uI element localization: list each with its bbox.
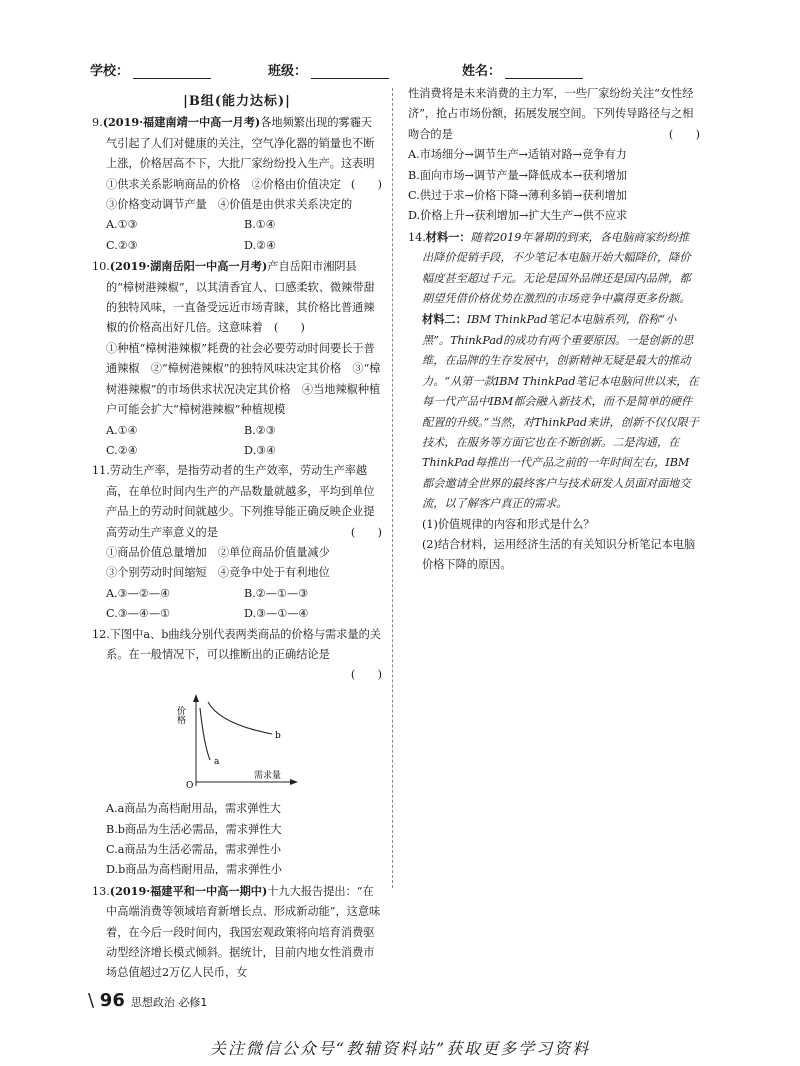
material-1-label: 材料一： <box>425 229 471 244</box>
q9-text: 各地频繁出现的雾霾天气引起了人们对健康的关注，空气净化器的销量也不断上涨，价格居高不下，大批厂家纷纷投入生产。这表明 <box>106 116 375 171</box>
book-title: 思想政治 必修1 <box>130 996 208 1009</box>
question-10 <box>92 256 382 461</box>
q10-text: 产自岳阳市湘阴县的“樟树港辣椒”，以其清香宜人、口感柔软、微辣带甜的独特风味，一直备受远近市场青睐，其价格比普通辣椒的价格高出好几倍。这意味着 ( ) <box>106 260 375 335</box>
q9-option-a[interactable]: A.①③ <box>106 218 138 232</box>
q11-option-a[interactable]: A.③—②—④ <box>106 586 171 600</box>
curve-a-label: a <box>214 756 220 767</box>
x-axis-arrow <box>290 779 298 785</box>
material-1-text: 随着2019年暑期的到来，各电脑商家纷纷推出降价促销手段，不少笔记本电脑开始大幅降价，降价幅度甚至超过千元。无论是国外品牌还是国内品牌，都期望凭借价格优势在激烈的市场竞争中赢得更多份额。 <box>422 230 691 306</box>
school-label: 学校： <box>90 64 130 79</box>
price-demand-graph <box>175 690 300 791</box>
material-2-text: IBM ThinkPad笔记本电脑系列，俗称“小黑”。ThinkPad的成功有两个重要原因。一是创新的思维，在品牌的生存发展中，创新精神无疑是最大的推动力。“从第一款IBM ThinkPad笔记本电脑问世以来，在每一代产品中IBM都会融入新技术，而不是简单的硬件配置的升级。”当然，对ThinkPad来讲，创新不仅仅限于技术，在服务等方面它也在不断创新。二是沟通，在ThinkPad每推出一代产品之前的一年时间左右，IBM都会邀请全世界的最终客户与技术研发人员面对面地交流，以了解客户真正的需求。 <box>422 313 699 511</box>
q9-option-b[interactable]: B.①④ <box>244 218 276 232</box>
x-axis-label: 需求量 <box>254 770 282 781</box>
q9-option-d[interactable]: D.②④ <box>244 238 277 252</box>
q11-option-c[interactable]: C.③—④—① <box>106 607 171 621</box>
q10-option-c[interactable]: C.②④ <box>106 443 138 457</box>
q12-option-b[interactable]: B.b商品为生活必需品，需求弹性大 <box>106 822 282 836</box>
q9-source: (2019·福建南靖一中高一月考) <box>102 115 261 130</box>
q12-option-a[interactable]: A.a商品为高档耐用品，需求弹性大 <box>106 802 281 816</box>
question-12 <box>92 625 382 881</box>
q13-option-b[interactable]: B.面向市场→调节产量→降低成本→获利增加 <box>408 168 627 182</box>
q12-option-c[interactable]: C.a商品为生活必需品，需求弹性小 <box>106 843 282 856</box>
page-footer: \ 96 思想政治 必修1 <box>88 990 208 1011</box>
q11-num: 11. <box>92 464 110 478</box>
right-column <box>408 84 700 576</box>
material-2-label: 材料二： <box>422 312 467 327</box>
q9-answer-paren[interactable]: ( ) <box>350 177 382 191</box>
q10-num: 10. <box>92 260 110 274</box>
q10-option-b[interactable]: B.②③ <box>244 423 276 437</box>
section-title: |B组(能力达标)| <box>183 94 291 109</box>
q13-option-a[interactable]: A.市场细分→调节生产→适销对路→竞争有力 <box>408 148 627 162</box>
q13-num: 13. <box>92 884 110 898</box>
y-axis-arrow <box>193 694 199 702</box>
q14-subquestion-2: (2)结合材料，运用经济生活的有关知识分析笔记本电脑价格下降的原因。 <box>422 537 696 572</box>
column-divider <box>392 88 393 888</box>
left-column <box>92 92 382 984</box>
q12-option-d[interactable]: D.b商品为高档耐用品，需求弹性小 <box>106 863 282 877</box>
q10-statements: ①种植“樟树港辣椒”耗费的社会必要劳动时间要长于普通辣椒 ②“樟树港辣椒”的独特风味决定其价格 ③“樟树港辣椒”的市场供求状况决定其价格 ④当地辣椒种植户可能会扩大“樟树港辣椒”种植规模 <box>106 341 381 417</box>
question-11 <box>92 461 382 624</box>
watermark-text: 关注微信公众号“教辅资料站”获取更多学习资料 <box>209 1039 591 1058</box>
school-blank[interactable] <box>133 64 211 79</box>
q9-num: 9. <box>92 116 103 130</box>
q11-statements-1: ①商品价值总量增加 ②单位商品价值量减少 <box>106 545 330 559</box>
q13-text-cont: 性消费将是未来消费的主力军，一些厂家纷纷关注“女性经济”，抢占市场份额，拓展发展空间。下列传导路径与之相吻合的是 <box>408 87 694 141</box>
question-13 <box>92 881 382 984</box>
q13-option-d[interactable]: D.价格上升→获利增加→扩大生产→供不应求 <box>408 209 628 223</box>
q14-subquestion-1: (1)价值规律的内容和形式是什么？ <box>422 517 595 531</box>
q13-option-c[interactable]: C.供过于求→价格下降→薄利多销→获利增加 <box>408 189 627 203</box>
q11-statements-2: ③个别劳动时间缩短 ④竞争中处于有利地位 <box>106 566 330 580</box>
y-axis-label: 价格 <box>175 705 185 724</box>
class-label: 班级： <box>268 64 308 79</box>
q11-answer-paren[interactable]: ( ) <box>350 525 382 539</box>
q12-text: 下图中a、b曲线分别代表两类商品的价格与需求量的关系。在一般情况下，可以推断出的正确结论是 <box>106 627 381 661</box>
class-blank[interactable] <box>311 64 389 79</box>
student-info-header <box>90 60 710 82</box>
curve-b <box>208 702 272 734</box>
curve-b-label: b <box>275 730 281 741</box>
q12-answer-paren[interactable]: ( ) <box>350 668 382 682</box>
q13-text: 十九大报告提出：“在中高端消费等领域培育新增长点、形成新动能”，这意味着，在今后一段时间内，我国宏观政策将向培育消费驱动型经济增长模式倾斜。据统计，目前内地女性消费市场总值超过2万亿人民币，女 <box>106 884 381 980</box>
q13-answer-paren[interactable]: ( ) <box>668 127 700 141</box>
curve-a <box>200 708 210 760</box>
q10-option-a[interactable]: A.①④ <box>106 423 138 437</box>
q9-statements-1: ①供求关系影响商品的价格 ②价格由价值决定 <box>106 177 341 191</box>
page-number: 96 <box>99 990 125 1011</box>
q10-option-d[interactable]: D.③④ <box>244 443 277 457</box>
name-blank[interactable] <box>505 64 583 79</box>
q11-option-b[interactable]: B.②—①—③ <box>244 586 309 600</box>
q12-num: 12. <box>92 627 110 641</box>
q11-text: 劳动生产率，是指劳动者的生产效率，劳动生产率越高，在单位时间内生产的产品数量就越多，平均到单位产品上的劳动时间就越少。下列推导能正确反映企业提高劳动生产率意义的是 <box>106 464 375 539</box>
q10-source: (2019·湖南岳阳一中高一月考) <box>109 259 268 274</box>
q9-option-c[interactable]: C.②③ <box>106 238 138 252</box>
origin-label: O <box>186 780 194 791</box>
question-14 <box>408 227 700 576</box>
name-label: 姓名： <box>462 64 502 79</box>
question-9 <box>92 112 382 256</box>
q13-source: (2019·福建平和一中高一期中) <box>109 883 268 898</box>
q11-option-d[interactable]: D.③—①—④ <box>244 607 309 621</box>
question-13-continued <box>408 84 700 227</box>
q14-num: 14. <box>408 230 426 244</box>
q9-statements-2: ③价格变动调节产量 ④价值是由供求关系决定的 <box>106 198 353 212</box>
